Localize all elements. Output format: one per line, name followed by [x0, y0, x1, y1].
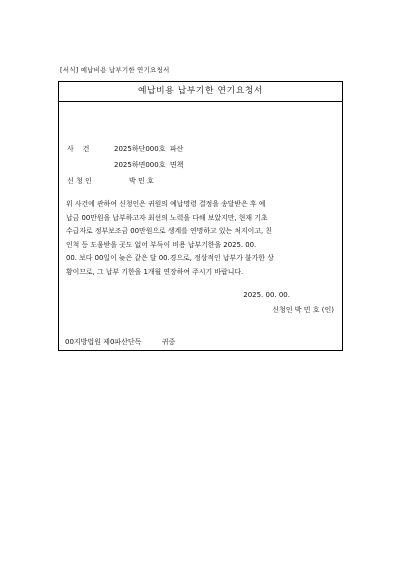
body-line: 황이므로, 그 납부 기한을 1개월 연장하여 주시기 바랍니다. [66, 267, 244, 276]
body-line: 인척 등 도움받을 곳도 없어 부득이 비용 납부기한을 2025. 00. [66, 240, 257, 249]
document-title: 예납비용 납부기한 연기요청서 [59, 82, 342, 102]
form-tag: [서식] 예납비용 납부기한 연기요청서 [60, 66, 170, 74]
case-label: 사 건 [67, 145, 90, 153]
body-line: 00. 보다 00일이 늦은 같은 달 00.경으로, 정상적인 납부가 불가한 상 [66, 254, 274, 262]
body-line: 수급자로 정부보조금 00만원으로 생계를 연명하고 있는 처지이고, 친 [66, 227, 273, 235]
court-line [65, 337, 175, 347]
applicant-signature: 신청인 박 민 호 (인) [272, 306, 334, 314]
request-body [66, 198, 336, 279]
document-frame [58, 81, 343, 351]
applicant-name: 박 민 호 [129, 177, 154, 185]
case-number-2: 2025하면000호 면책 [114, 161, 184, 169]
applicant-label: 신 청 인 [67, 177, 92, 185]
recipient: 귀중 [161, 338, 176, 346]
body-line: 위 사건에 관하여 신청인은 귀원의 예납명령 결정을 송달받은 후 예 [66, 200, 266, 208]
case-number-1: 2025하단000호 파산 [114, 145, 184, 153]
filing-date: 2025. 00. 00. [243, 291, 290, 299]
body-line: 납금 00만원을 납부하고자 최선의 노력을 다해 보았지만, 현재 기초 [66, 213, 268, 222]
court-name: 00지방법원 제0파산단독 [65, 338, 142, 346]
